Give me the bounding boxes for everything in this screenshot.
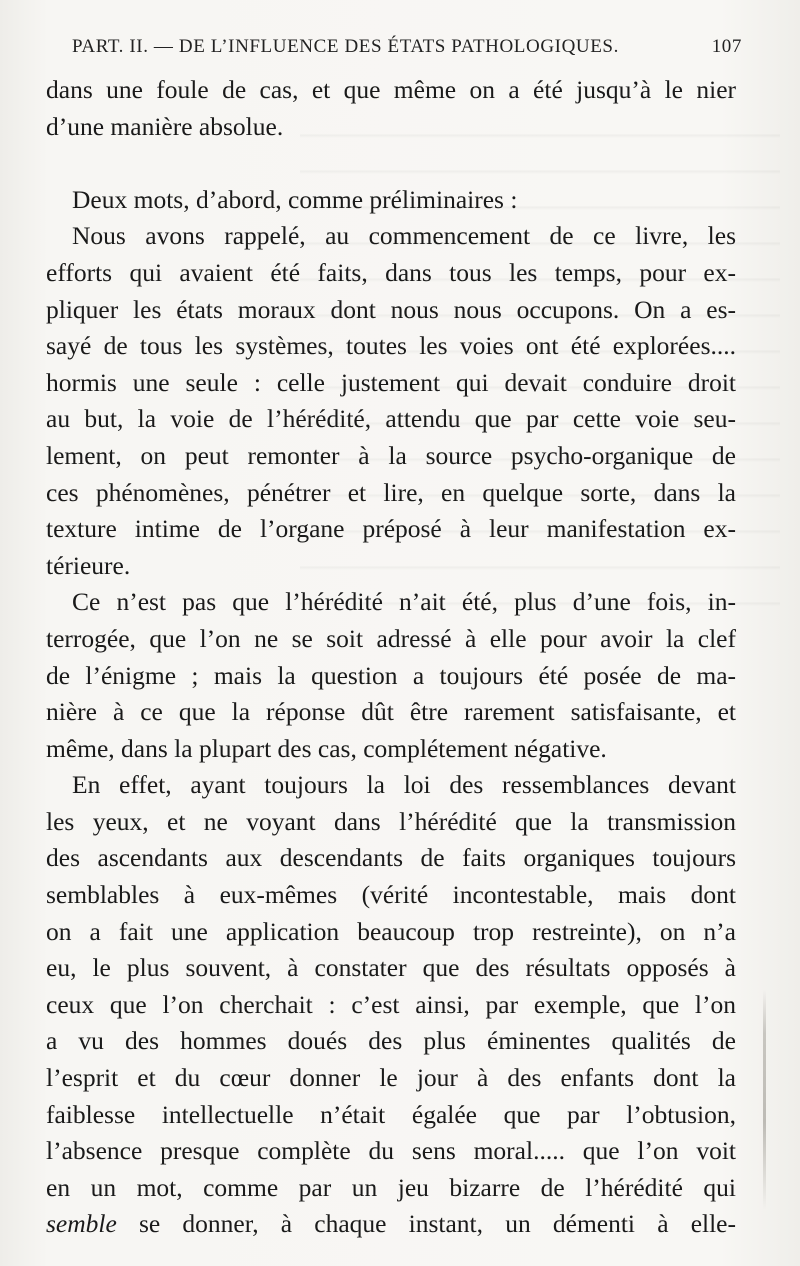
text-line: des ascendants aux descendants de faits organiques toujours xyxy=(46,843,736,873)
text-line: a vu des hommes doués des plus éminentes qualités de xyxy=(46,1026,736,1056)
text-line: on a fait une application beaucoup trop restreinte), on n’a xyxy=(46,916,736,946)
text-line: efforts qui avaient été faits, dans tous les temps, pour ex- xyxy=(46,257,736,287)
text-line: dans une foule de cas, et que même on a été jusqu’à le nier xyxy=(46,75,736,104)
page-number: 107 xyxy=(711,36,742,57)
text-line: En effet, ayant toujours la loi des ressemblances devant xyxy=(72,770,736,800)
text-line: l’esprit et du cœur donner le jour à des enfants dont la xyxy=(46,1063,736,1093)
text-line: térieure. xyxy=(46,550,131,580)
paragraph xyxy=(46,182,736,219)
text-line: sayé de tous les systèmes, toutes les voies ont été explorées.... xyxy=(46,331,736,361)
text-line: d’une manière absolue. xyxy=(46,111,284,141)
text-line: même, dans la plupart des cas, complétement négative. xyxy=(46,733,607,763)
paragraph xyxy=(46,584,736,767)
text-line: ces phénomènes, pénétrer et lire, en quelque sorte, dans la xyxy=(46,477,736,507)
text-line: eu, le plus souvent, à constater que des résultats opposés à xyxy=(46,953,736,983)
running-header xyxy=(72,36,742,66)
text-line: nière à ce que la réponse dût être rarement satisfaisante, et xyxy=(46,697,736,727)
italic-word: semble xyxy=(46,1209,117,1239)
text-line: au but, la voie de l’hérédité, attendu que par cette voie seu- xyxy=(46,404,736,434)
paragraph xyxy=(46,767,736,1243)
text-line: terrogée, que l’on ne se soit adressé à elle pour avoir la clef xyxy=(46,623,736,653)
text-line: texture intime de l’organe préposé à leur manifestation ex- xyxy=(46,514,736,544)
text-line: l’absence presque complète du sens moral..... que l’on voit xyxy=(46,1136,736,1166)
text-line: ceux que l’on cherchait : c’est ainsi, par exemple, que l’on xyxy=(46,989,736,1019)
line-rest: se donner, à chaque instant, un démenti à elle- xyxy=(116,1209,736,1239)
paragraph-gap xyxy=(46,145,736,182)
text-line: les yeux, et ne voyant dans l’hérédité que la transmission xyxy=(46,806,736,836)
text-line: hormis une seule : celle justement qui devait conduire droit xyxy=(46,367,736,397)
body-text xyxy=(46,72,736,1243)
paragraph xyxy=(46,218,736,584)
text-line: lement, on peut remonter à la source psycho-organique de xyxy=(46,440,736,470)
page-edge-shadow xyxy=(763,990,766,1210)
text-line: semblables à eux-mêmes (vérité incontestable, mais dont xyxy=(46,880,736,910)
text-line: Deux mots, d’abord, comme préliminaires : xyxy=(72,184,518,214)
text-line: pliquer les états moraux dont nous nous occupons. On a es- xyxy=(46,294,736,324)
text-line-final xyxy=(46,1206,736,1243)
text-line: de l’énigme ; mais la question a toujours été posée de ma- xyxy=(46,660,736,690)
text-line: Ce n’est pas que l’hérédité n’ait été, plus d’une fois, in- xyxy=(72,587,736,617)
text-line: faiblesse intellectuelle n’était égalée que par l’obtusion, xyxy=(46,1099,736,1129)
text-line: en un mot, comme par un jeu bizarre de l’hérédité qui xyxy=(46,1172,736,1202)
text-line: Nous avons rappelé, au commencement de ce livre, les xyxy=(72,221,736,251)
running-title: PART. II. — DE L’INFLUENCE DES ÉTATS PATHOLOGIQUES. xyxy=(72,36,619,57)
paragraph xyxy=(46,72,736,145)
